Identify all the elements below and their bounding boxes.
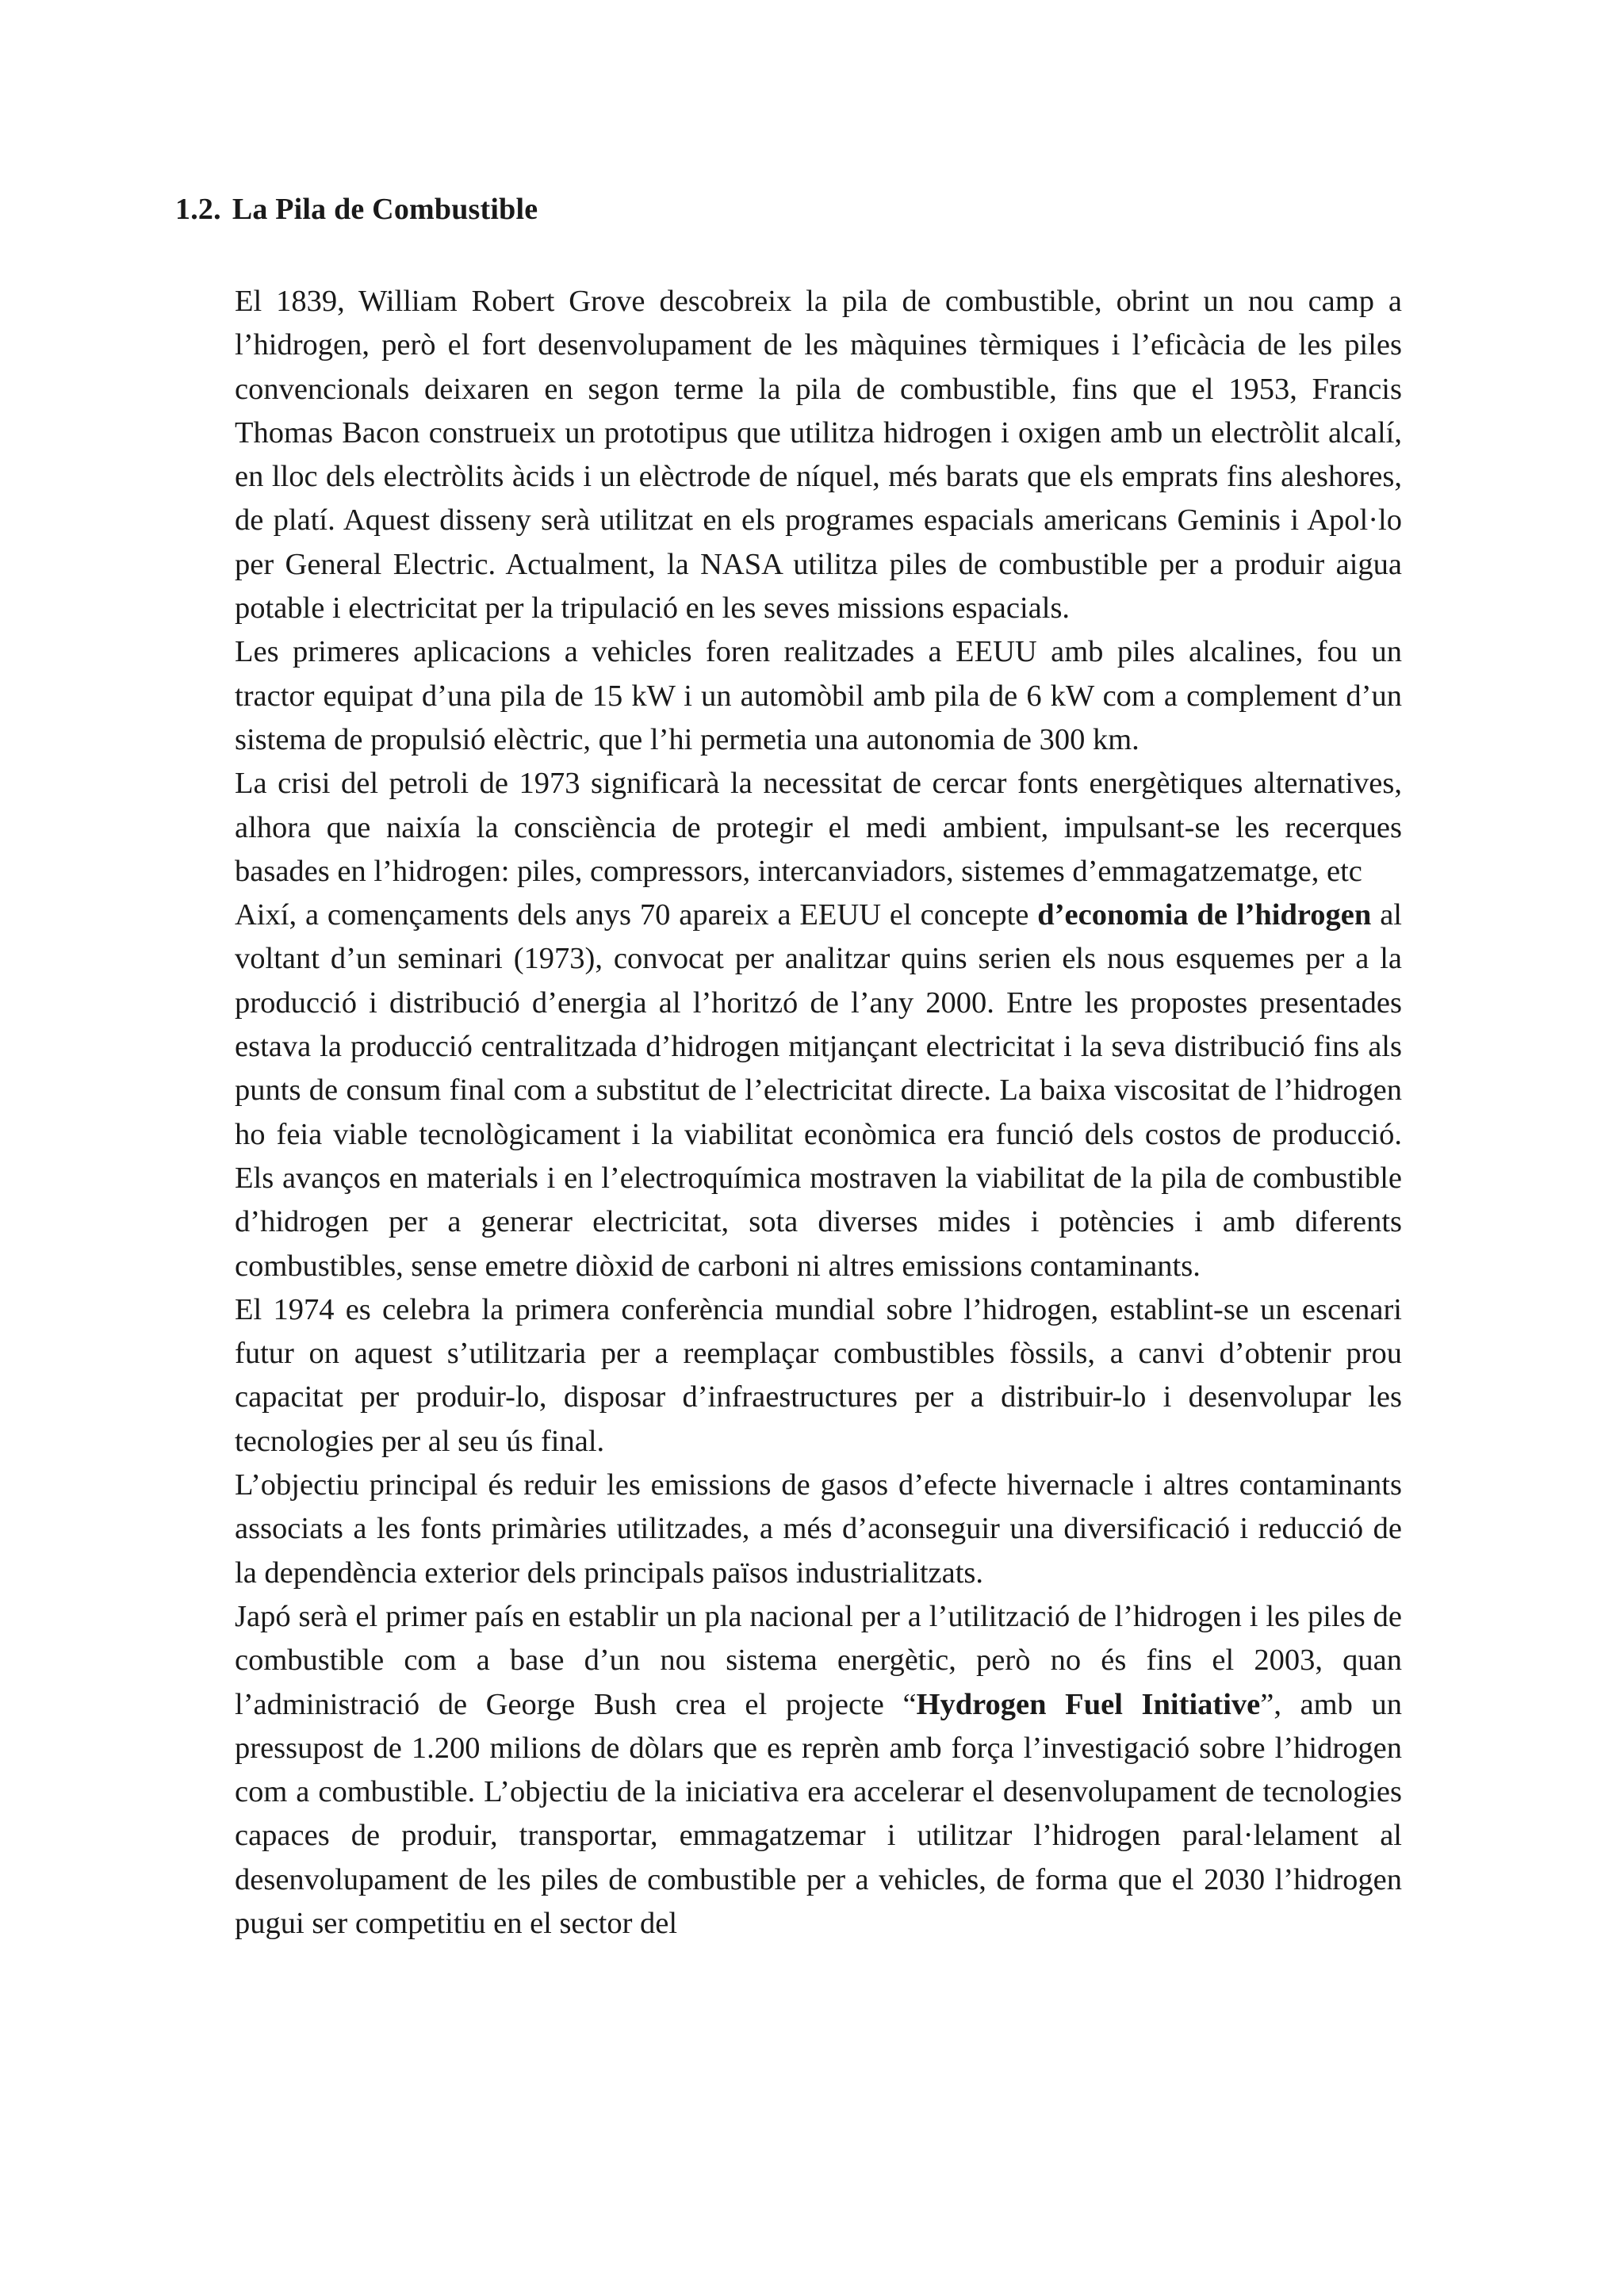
paragraph-main-objective: L’objectiu principal és reduir les emissions de gasos d’efecte hivernacle i altres contaminants associats a les fonts primàries utilitzades, a més d’aconseguir una diversificació i reducció de la dependència exterior dels principals països industrialitzats.: [235, 1468, 1402, 1590]
paragraph-grove-history: El 1839, William Robert Grove descobreix la pila de combustible, obrint un nou camp a l’hidrogen, però el fort desenvolupament de les màquines tèrmiques i l’eficàcia de les piles convencionals deixaren en segon terme la pila de combustible, fins que el 1953, Francis Thomas Bacon construeix un prototipus que utilitza hidrogen i oxigen amb un electròlit alcalí, en lloc dels electròlits àcids i un elèctrode de níquel, més barats que els emprats fins aleshores, de platí. Aquest disseny serà utilitzat en els programes espacials americans Geminis i Apol·lo per General Electric. Actualment, la NASA utilitza piles de combustible per a produir aigua potable i electricitat per la tripulació en les seves missions espacials.: [235, 285, 1402, 626]
paragraph-hydrogen-economy-start: Així, a començaments dels anys 70 apareix a EEUU el concepte: [235, 898, 1038, 932]
paragraph-japan-initiative: [235, 1595, 1402, 1946]
paragraph-japan-initiative-start: Japó serà el primer país en establir un pla nacional per a l’utilització de l’hidrogen i les piles de combustible com a base d’un nou sistema energètic, però no és fins el 2003, quan l’administració de George Bush crea el projecte “: [235, 1599, 1402, 1721]
paragraph-hydrogen-economy-end: al voltant d’un seminari (1973), convocat per analitzar quins serien els nous esquemes per a la producció i distribució d’energia al l’horitzó de l’any 2000. Entre les propostes presentades estava la producció centralitzada d’hidrogen mitjançant electricitat i la seva distribució fins als punts de consum final com a substitut de l’electricitat directe. La baixa viscositat de l’hidrogen ho feia viable tecnològicament i la viabilitat econòmica era funció dels costos de producció. Els avanços en materials i en l’electroquímica mostraven la viabilitat de la pila de combustible d’hidrogen per a generar electricitat, sota diverses mides i potències i amb diferents combustibles, sense emetre diòxid de carboni ni altres emissions contaminants.: [235, 898, 1402, 1283]
section-heading: [175, 192, 538, 227]
hydrogen-fuel-initiative-term: Hydrogen Fuel Initiative: [916, 1687, 1261, 1721]
section-body: [235, 280, 1402, 1946]
paragraph-oil-crisis: La crisi del petroli de 1973 significarà la necessitat de cercar fonts energètiques alternatives, alhora que naixía la consciència de protegir el medi ambient, impulsant-se les recerques basades en l’hidrogen: piles, compressors, intercanviadors, sistemes d’emmagatzematge, etc: [235, 767, 1402, 888]
section-number: 1.2.: [175, 193, 221, 226]
paragraph-hydrogen-economy: [235, 894, 1402, 1288]
paragraph-world-conference: El 1974 es celebra la primera conferència mundial sobre l’hidrogen, establint-se un escenari futur on aquest s’utilitzaria per a reemplaçar combustibles fòssils, a canvi d’obtenir prou capacitat per produir-lo, disposar d’infraestructures per a distribuir-lo i desenvolupar les tecnologies per al seu ús final.: [235, 1292, 1402, 1458]
paragraph-japan-initiative-end: ”, amb un pressupost de 1.200 milions de dòlars que es reprèn amb força l’investigació sobre l’hidrogen com a combustible. L’objectiu de la iniciativa era accelerar el desenvolupament de tecnologies capaces de produir, transportar, emmagatzemar i utilitzar l’hidrogen paral·lelament al desenvolupament de les piles de combustible per a vehicles, de forma que el 2030 l’hidrogen pugui ser competitiu en el sector del: [235, 1687, 1403, 1940]
hydrogen-economy-term: d’economia de l’hidrogen: [1037, 898, 1372, 932]
section-title: La Pila de Combustible: [232, 193, 538, 226]
paragraph-first-vehicles: Les primeres aplicacions a vehicles foren realitzades a EEUU amb piles alcalines, fou un tractor equipat d’una pila de 15 kW i un automòbil amb pila de 6 kW com a complement d’un sistema de propulsió elèctric, que l’hi permetia una autonomia de 300 km.: [235, 635, 1402, 756]
